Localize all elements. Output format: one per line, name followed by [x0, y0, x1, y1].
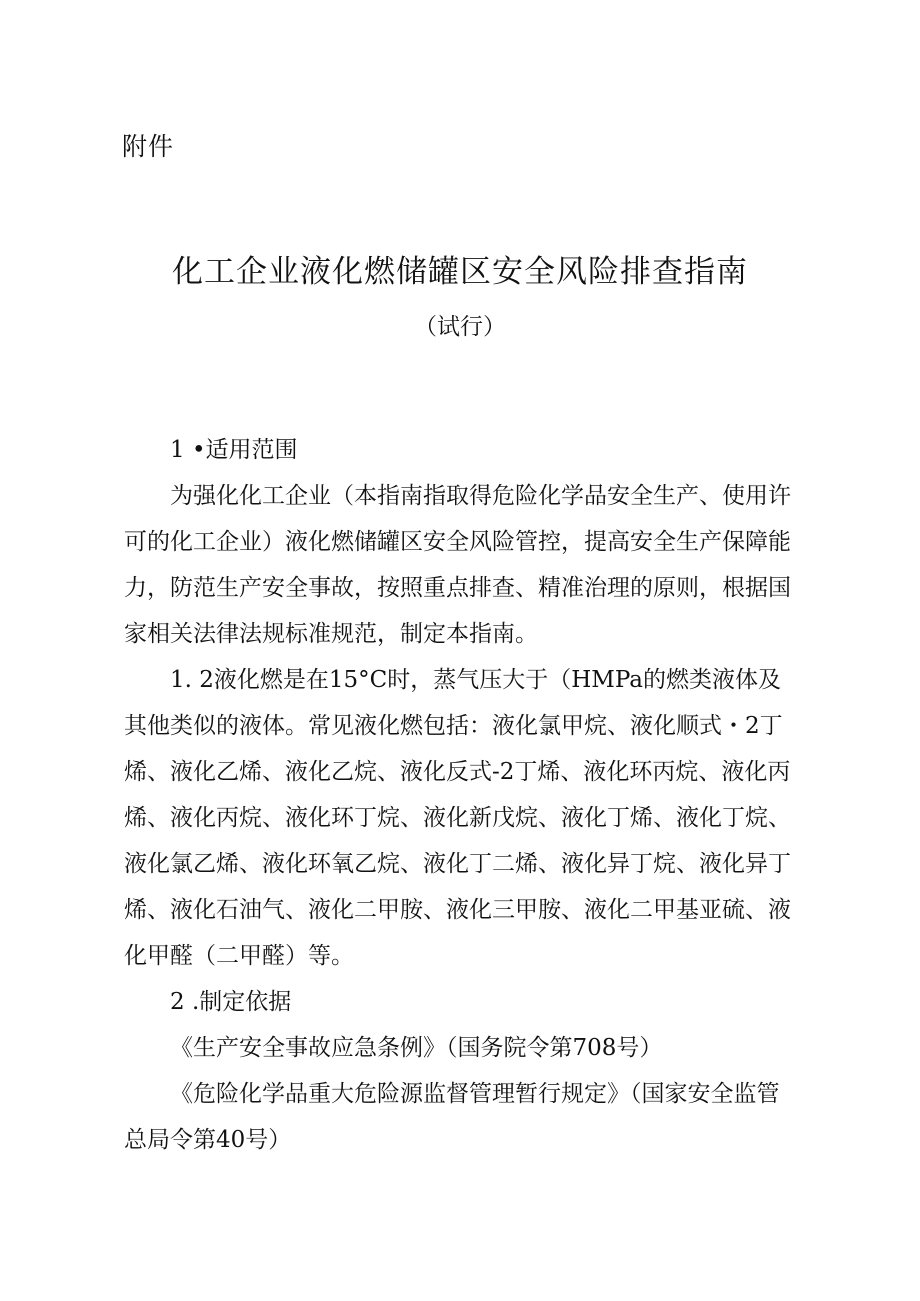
- document-body: [124, 427, 796, 1163]
- paragraph-purpose: 为强化化工企业（本指南指取得危险化学品安全生产、使用许可的化工企业）液化燃储罐区安全风险管控，提高安全生产保障能力，防范生产安全事故，按照重点排查、精准治理的原则，根据国家相关法律法规标准规范，制定本指南。: [124, 483, 791, 647]
- section-heading-scope: 1 •适用范围: [170, 437, 298, 463]
- document-title: 化工企业液化燃储罐区安全风险排查指南: [172, 254, 748, 290]
- reference-item: 《危险化学品重大危险源监督管理暂行规定》（国家安全监管总局令第40号）: [124, 1081, 780, 1153]
- paragraph-definition: 1. 2液化燃是在15°C时，蒸气压大于（HMPa的燃类液体及其他类似的液体。常见液化燃包括：液化氯甲烷、液化顺式・2丁烯、液化乙烯、液化乙烷、液化反式-2丁烯、液化环丙烷、液化丙烯、液化丙烷、液化环丁烷、液化新戊烷、液化丁烯、液化丁烷、液化氯乙烯、液化环氧乙烷、液化丁二烯、液化异丁烷、液化异丁烯、液化石油气、液化二甲胺、液化三甲胺、液化二甲基亚硫、液化甲醛（二甲醛）等。: [124, 667, 791, 969]
- document-subtitle: （试行）: [414, 314, 506, 340]
- annex-label: 附件: [122, 132, 175, 161]
- section-heading-basis: 2 .制定依据: [170, 989, 292, 1015]
- reference-item: 《生产安全事故应急条例》（国务院令第708号）: [170, 1035, 663, 1061]
